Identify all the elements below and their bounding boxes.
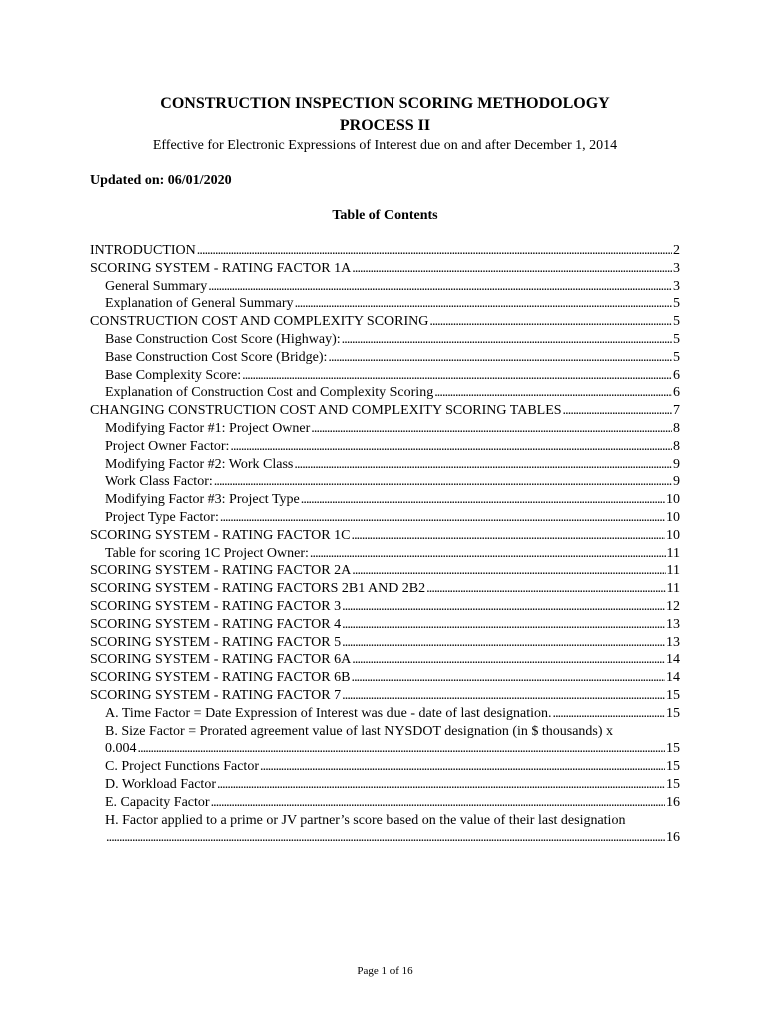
toc-entry-label: D. Workload Factor [105,776,216,792]
toc-entry-label: Modifying Factor #2: Work Class [105,456,294,472]
toc-entry-label-continuation: 0.004 [105,741,137,757]
toc-entry-page: 16 [666,830,680,846]
toc-entry-page: 6 [673,385,680,401]
toc-entry-page: 13 [666,634,680,650]
toc-entry-label: SCORING SYSTEM - RATING FACTOR 6B [90,670,351,686]
toc-entry[interactable] [90,723,680,741]
toc-entry[interactable] [90,758,680,776]
toc-entry-page: 11 [666,581,680,597]
toc-entry-page: 15 [666,759,680,775]
updated-date: Updated on: 06/01/2020 [90,173,232,188]
toc-entry-label: E. Capacity Factor [105,794,210,810]
toc-entry-page: 15 [666,705,680,721]
dot-leader [429,313,672,331]
toc-entry[interactable] [90,580,680,598]
dot-leader [208,278,672,296]
toc-entry-page: 11 [666,563,680,579]
toc-entry-page: 2 [673,243,680,258]
toc-entry[interactable] [90,598,680,616]
toc-entry[interactable] [90,687,680,705]
toc-entry[interactable] [90,331,680,349]
toc-entry[interactable] [90,420,680,438]
toc-entry[interactable] [90,402,680,420]
toc-entry-label: SCORING SYSTEM - RATING FACTOR 1C [90,527,351,543]
toc-entry-page: 14 [666,652,680,668]
toc-entry-label: Base Construction Cost Score (Highway): [105,331,341,347]
toc-entry-page: 10 [666,492,680,508]
toc-entry-page: 12 [666,598,680,614]
toc-entry[interactable] [90,242,680,260]
toc-entry-label: SCORING SYSTEM - RATING FACTOR 6A [90,652,352,668]
toc-entry-label: Modifying Factor #3: Project Type [105,492,300,508]
toc-entry[interactable] [90,669,680,687]
dot-leader [352,562,665,580]
toc-entry[interactable] [90,776,680,794]
toc-entry[interactable] [90,545,680,563]
toc-entry[interactable] [90,562,680,580]
dot-leader [352,651,665,669]
dot-leader [217,776,665,794]
toc-entry-page: 5 [673,349,680,365]
toc-entry[interactable] [90,634,680,652]
toc-entry-label: B. Size Factor = Prorated agreement value of last NYSDOT designation (in $ thousands) x [105,723,614,739]
toc-entry-label: SCORING SYSTEM - RATING FACTORS 2B1 AND 2B2 [90,581,426,597]
toc-entry-page: 5 [673,331,680,347]
toc-entry-page: 9 [673,456,680,472]
dot-leader [342,616,665,634]
page-footer: Page 1 of 16 [357,965,413,977]
dot-leader [295,295,672,313]
toc-entry-label: A. Time Factor = Date Expression of Interest was due - date of last designation. [105,705,552,721]
toc-entry-page: 10 [666,509,680,525]
toc-entry[interactable] [90,705,680,723]
toc-entry-label: Base Construction Cost Score (Bridge): [105,349,328,365]
dot-leader [197,242,672,260]
toc-entry-page: 16 [666,794,680,810]
dot-leader [214,473,672,491]
dot-leader [260,758,665,776]
toc-entry[interactable] [90,616,680,634]
document-title-line2: PROCESS II [339,117,431,134]
dot-leader [426,580,665,598]
toc-entry-label: C. Project Functions Factor [105,759,259,775]
toc-entry-label: Table for scoring 1C Project Owner: [105,545,309,561]
toc-entry-label: General Summary [105,278,208,294]
dot-leader [294,456,672,474]
toc-entry-page: 13 [666,616,680,632]
dot-leader [342,634,665,652]
toc-entry-label: Base Complexity Score: [105,367,242,383]
toc-entry-page: 5 [673,314,680,330]
toc-entry-label: SCORING SYSTEM - RATING FACTOR 7 [90,687,342,703]
toc-entry[interactable] [90,473,680,491]
toc-entry-label: INTRODUCTION [90,243,196,258]
dot-leader [310,545,666,563]
toc-entry-page: 7 [673,403,680,419]
dot-leader [138,740,666,758]
dot-leader [311,420,672,438]
dot-leader [242,367,672,385]
toc-entry[interactable] [90,509,680,527]
toc-entry-label: SCORING SYSTEM - RATING FACTOR 1A [90,260,352,276]
toc-entry-label: Explanation of General Summary [105,296,294,312]
toc-entry-page: 11 [666,545,680,561]
toc-entry-label: H. Factor applied to a prime or JV partner’s score based on the value of their last designation [105,812,626,828]
dot-leader [563,402,672,420]
toc-entry-label: Project Owner Factor: [105,438,230,454]
toc-entry[interactable] [90,260,680,278]
dot-leader [211,794,665,812]
dot-leader [351,669,665,687]
toc-entry-label: Project Type Factor: [105,509,219,525]
toc-entry-continuation[interactable] [90,740,680,758]
toc-entry-page: 6 [673,367,680,383]
dot-leader [552,705,665,723]
dot-leader [106,829,665,847]
toc-entry-label: SCORING SYSTEM - RATING FACTOR 4 [90,616,342,632]
toc-entry-page: 8 [673,420,680,436]
toc-entry-label: Work Class Factor: [105,474,213,490]
toc-entry-page: 8 [673,438,680,454]
document-title-line1: CONSTRUCTION INSPECTION SCORING METHODOLOGY [160,95,610,112]
dot-leader [352,260,672,278]
toc-entry[interactable] [90,491,680,509]
toc-entry[interactable] [90,384,680,402]
toc-entry-label: CHANGING CONSTRUCTION COST AND COMPLEXITY SCORING TABLES [90,403,562,419]
toc-entry-continuation[interactable] [90,829,680,847]
toc-entry[interactable] [90,438,680,456]
dot-leader [230,438,672,456]
toc-entry-label: Modifying Factor #1: Project Owner [105,420,311,436]
toc-entry[interactable] [90,527,680,545]
toc-entry-page: 15 [666,741,680,757]
toc-entry[interactable] [90,278,680,296]
dot-leader [351,527,665,545]
dot-leader [220,509,665,527]
toc-entry-label: SCORING SYSTEM - RATING FACTOR 2A [90,563,352,579]
toc-entry[interactable] [90,456,680,474]
toc-entry[interactable] [90,367,680,385]
toc-entry[interactable] [90,812,680,830]
toc-entry-label: CONSTRUCTION COST AND COMPLEXITY SCORING [90,314,429,330]
toc-heading: Table of Contents [332,208,438,223]
toc-entry-page: 3 [673,260,680,276]
dot-leader [434,384,672,402]
toc-entry-label: SCORING SYSTEM - RATING FACTOR 3 [90,598,342,614]
toc-entry-label: SCORING SYSTEM - RATING FACTOR 5 [90,634,342,650]
toc-entry-page: 15 [666,776,680,792]
dot-leader [342,687,665,705]
dot-leader [342,331,672,349]
toc-entry-page: 15 [666,687,680,703]
toc-entry-page: 9 [673,474,680,490]
document-subtitle: Effective for Electronic Expressions of Interest due on and after December 1, 2014 [152,138,618,153]
toc-entry[interactable] [90,651,680,669]
toc-entry[interactable] [90,313,680,331]
toc-entry-page: 10 [666,527,680,543]
dot-leader [328,349,672,367]
toc-entry-page: 5 [673,296,680,312]
toc-entry-page: 14 [666,670,680,686]
dot-leader [342,598,665,616]
dot-leader [301,491,665,509]
toc-entry-page: 3 [673,278,680,294]
toc-entry-label: Explanation of Construction Cost and Complexity Scoring [105,385,434,401]
toc-entry[interactable] [90,295,680,313]
table-of-contents [90,242,680,847]
toc-entry[interactable] [90,349,680,367]
toc-entry[interactable] [90,794,680,812]
